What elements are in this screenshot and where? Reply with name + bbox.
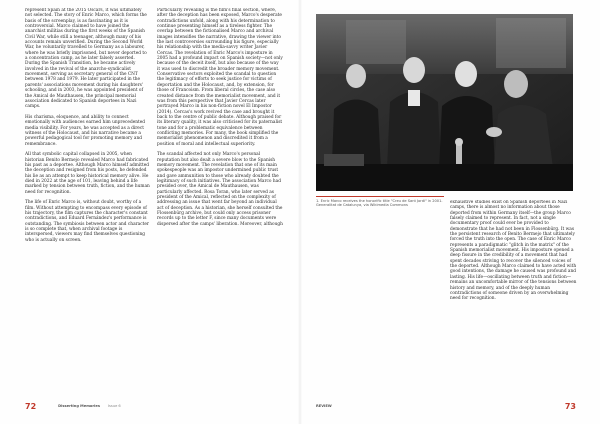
paragraph: All that symbolic capital collapsed in 2005, when historian Benito Bermejo revealed Marco had fabricated his past as a deportee. Although Marco himself admitted the deception and resigned from his posts, he defended his lie as an attempt to keep historical memory alive. He died in 2022 at the age of 101, leaving behind a life marked by tension between truth, fiction, and the human need for recognition.: [25, 152, 150, 195]
text-column-3: [450, 200, 577, 396]
article-photo: [316, 14, 573, 191]
text-column-2: [157, 8, 283, 396]
paragraph: The scandal affected not only Marco's personal reputation but also dealt a severe blow to the Spanish memory movement. The revelation that one of its main spokespeople was an impostor undermined public trust and gave ammunition to those who already doubted the legitimacy of such initiatives. The association Marco had presided over, the Amical de Mauthausen, was particularly affected. Rosa Toran, who later served as president of the Amical, reflected on the complexity of addressing an issue that went far beyond an individual act of deception. As a historian, she herself consulted the Flossenbürg archive, but could only access prisoner records up to the letter F, since many documents were dispersed after the camps' liberation. Moreover, although: [157, 152, 283, 227]
section-label: REVIEW: [316, 404, 332, 408]
text-column-1: [25, 8, 150, 396]
running-title: Disserting Memories: [58, 404, 100, 408]
paragraph: His charisma, eloquence, and ability to connect emotionally with audiences earned him unprecedented media visibility. For years, he was accepted as a direct witness of the Holocaust, and his narrative became a powerful pedagogical tool for promoting memory and remembrance.: [25, 114, 146, 147]
issue-label: Issue 6: [107, 404, 121, 408]
paragraph: Particularly revealing is the film's final section, where, after the deception has been exposed, Marco's desperate contradictions unfold, along with his determination to continue presenting himself as a tireless fighter. The overlap between the fictionalised Marco and archival images intensifies the narrative, drawing the viewer into the last controversies surrounding his figure, especially his relationship with the media-savvy writer Javier Cercas. The revelation of Enric Marco's imposture in 2005 had a profound impact on Spanish society—not only because of the deceit itself, but also because of the way it was used to discredit the broader memory movement. Conservative sectors exploited the scandal to question the legitimacy of efforts to seek justice for victims of deportation and the Holocaust, and, by extension, for those of Francoism. From liberal circles, the case also created distance from the memorialist movement, and it was from this perspective that Javier Cercas later portrayed Marco in his non-fiction novel El Impostor (2014). Cercas's work revived the case and brought it back to the centre of public debate. Although praised for its literary quality, it was also criticised for its paternalist tone and for a problematic equivalence between conflicting memories. For many, the book simplified the memorialist phenomenon and discredited it from a position of moral and intellectual superiority.: [157, 8, 283, 147]
page-number-left: 72: [25, 401, 37, 411]
award-ceremony-photo: [316, 14, 573, 191]
paragraph: The life of Enric Marco is, without doubt, worthy of a film. Without attempting to encompass every episode of his trajectory, the film captures the character's constant contradictions, and Eduard Fernández's performance is outstanding. The symbiosis between actor and character is so complete that, when archival footage is interspersed, viewers may find themselves questioning who is actually on screen.: [25, 200, 149, 243]
caption-text: 1. Enric Marco receives the honorific title "Creu de Sant Jordi" in 2001. Generalitat de Catalunya, via Wikimedia Commons: [316, 199, 443, 208]
footer-left: [25, 401, 285, 411]
paragraph: represent Spain at the 2015 Oscars, it was ultimately not selected. The story of Enric Marco, which forms the basis of the screenplay, is as fascinating as it is controversial. Marco claimed to have joined the anarchist militias during the first weeks of the Spanish Civil War, while still a teenager, although many of his accounts remain unverified. During the Second World War, he voluntarily travelled to Germany as a labourer, where he was briefly imprisoned, but never deported to a concentration camp, as he later falsely asserted. During the Spanish Transition, he became actively involved in the revival of the anarcho-syndicalist movement, serving as secretary general of the CNT between 1978 and 1979. He later participated in the parents' associations movement during his daughters' schooling, and in 2003, he was appointed president of the Amical de Mauthausen, the principal memorial association dedicated to Spanish deportees in Nazi camps.: [25, 8, 147, 110]
page-gutter: [298, 0, 302, 424]
photo-caption: [316, 196, 444, 208]
page-number-right: 73: [564, 401, 576, 411]
paragraph: exhaustive studies exist on Spanish deportees in Nazi camps, there is almost no information about those deported from within Germany itself—the group Marco falsely claimed to represent. In fact, not a single documentary proof could ever be provided to demonstrate that he had not been in Flossenbürg. It was the persistent research of Benito Bermejo that ultimately forced the truth into the open. The case of Enric Marco represents a paradigmatic "glitch in the matrix" of the Spanish memorialist movement. His imposture opened a deep fissure in the credibility of a movement that had spent decades striving to recover the silenced voices of the deported. Although Marco claimed to have acted with good intentions, the damage he caused was profound and lasting. His life—oscillating between truth and fiction—remains an uncomfortable mirror of the tensions between history and memory, and of the deeply human contradictions of someone driven by an overwhelming need for recognition.: [450, 200, 577, 302]
footer-right: [316, 401, 576, 411]
